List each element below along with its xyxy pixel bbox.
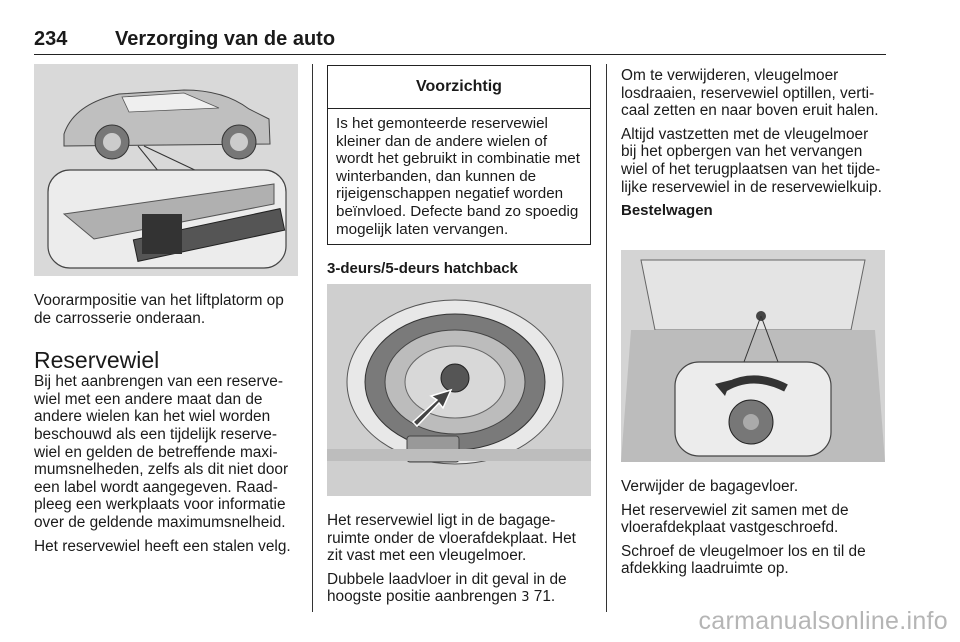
paragraph-text: Dubbele laadvloer in dit geval in de hoogste positie aanbrengen — [327, 570, 567, 606]
paragraph — [327, 571, 591, 607]
section-heading: Reservewiel — [34, 347, 160, 374]
caution-box — [327, 65, 591, 245]
page-header — [34, 28, 886, 55]
page-title: Verzorging van de auto — [115, 28, 336, 50]
lift-platform-illustration — [34, 64, 298, 276]
paragraph: Altijd vastzetten met de vleugelmoer bij het opbergen van het vervangen wiel of het terugplaatsen van het tijdelijke reservewiel in de reservewielkuip. — [621, 125, 882, 196]
spare-wheel-hatchback-illustration — [327, 284, 591, 496]
paragraph: Om te verwijderen, vleugelmoer losdraaien, reservewiel optillen, verticaal zetten en naar boven eruit halen. — [621, 67, 879, 120]
right-column-text-top — [621, 67, 885, 226]
paragraph: Het reservewiel zit samen met de vloerafdekplaat vastgeschroefd. — [621, 501, 849, 537]
spare-wheel-van-illustration — [621, 250, 885, 462]
subheading-hatchback: 3-deurs/5-deurs hatchback — [327, 260, 518, 277]
paragraph: Het reservewiel ligt in de bagageruimte onder de vloerafdekplaat. Het zit vast met een vleugelmoer. — [327, 512, 576, 565]
paragraph: Het reservewiel heeft een stalen velg. — [34, 537, 291, 555]
middle-column-text — [327, 512, 591, 613]
right-column-text-bottom — [621, 478, 885, 584]
image-caption: Voorarmpositie van het liftplatorm op de carrosserie onderaan. — [34, 292, 284, 327]
paragraph: Schroef de vleugelmoer los en til de afdekking laadruimte op. — [621, 542, 866, 578]
left-column-text — [34, 292, 298, 561]
subheading-van: Bestelwagen — [621, 202, 713, 220]
caution-title: Voorzichtig — [328, 66, 590, 109]
watermark: carmanualsonline.info — [698, 607, 948, 635]
paragraph: Verwijder de bagagevloer. — [621, 478, 799, 495]
caution-text: Is het gemonteerde reservewiel kleiner dan de andere wielen of wordt het gebruikt in combinatie met winterbanden, dan kunnen de rijeigenschappen negatief worden beïnvloed. Defecte band zo spoedig mogelijk laten vervangen. — [336, 115, 580, 238]
column-divider — [312, 64, 313, 612]
page-reference-icon: 3 — [521, 590, 530, 606]
page-number: 234 — [34, 28, 68, 50]
page-reference[interactable]: 71. — [529, 588, 556, 606]
column-divider — [606, 64, 607, 612]
paragraph: Bij het aanbrengen van een reservewiel met een andere maat dan de andere wielen kan het wiel worden beschouwd als een tijdelijk reservewiel en gelden de betreffende maximumsnelheden, zelfs als dit niet door een label wordt aangegeven. Raadpleeg een werkplaats voor informatie over de geldende maximumsnelheid. — [34, 373, 289, 531]
